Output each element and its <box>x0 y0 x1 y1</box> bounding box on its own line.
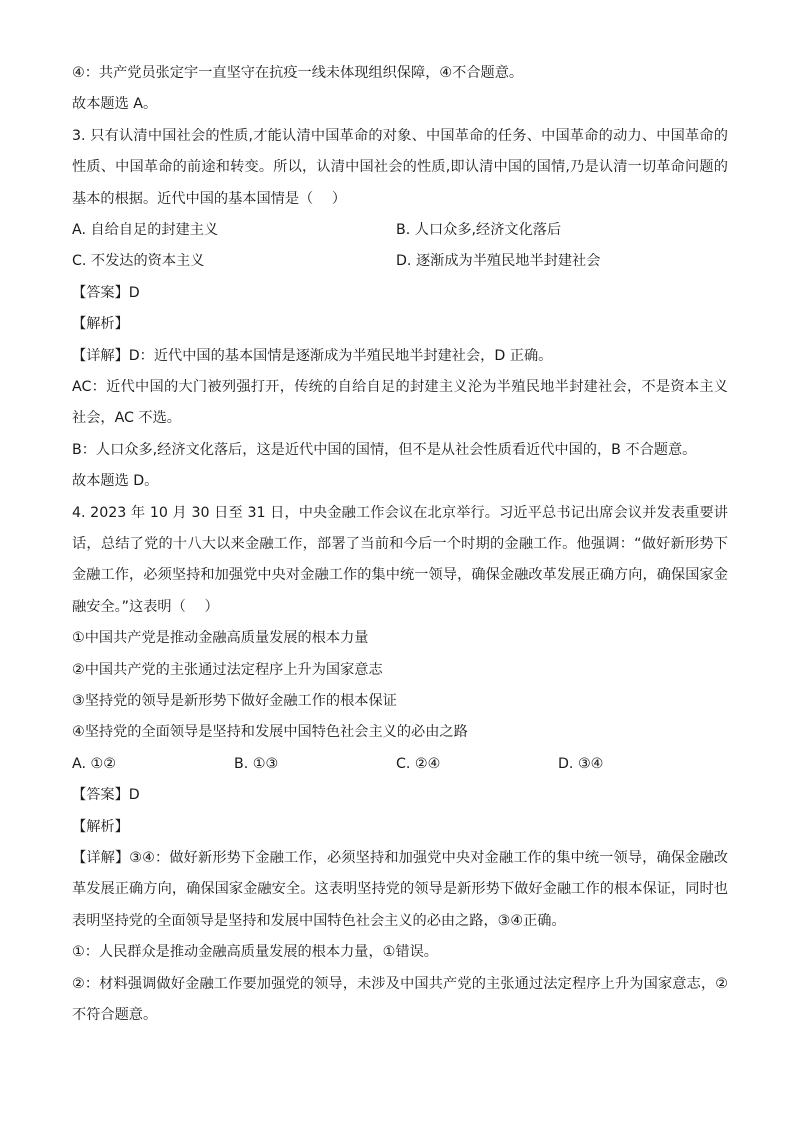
q3-options-row-1 <box>72 215 728 246</box>
q4-answer: 【答案】D <box>72 787 140 804</box>
q4-detail-3: ②：材料强调做好金融工作要加强党的领导，未涉及中国共产党的主张通过法定程序上升为国家意志，②不符合题意。 <box>72 975 728 1023</box>
document-page <box>72 58 728 1031</box>
q4-statement-1: ①中国共产党是推动金融高质量发展的根本力量 <box>72 630 369 647</box>
q3-options-row-2 <box>72 246 728 277</box>
prev-analysis-line: ④：共产党员张定宇一直坚守在抗疫一线未体现组织保障，④不合题意。 <box>72 65 524 81</box>
q3-answer: 【答案】D <box>72 284 140 301</box>
q3-option-b: B. 人口众多,经济文化落后 <box>396 222 562 238</box>
q3-option-a: A. 自给自足的封建主义 <box>72 222 219 238</box>
q4-statement-4: ④坚持党的全面领导是坚持和发展中国特色社会主义的必由之路 <box>72 724 468 741</box>
q4-options-row <box>72 749 728 780</box>
q3-detail-3: B：人口众多,经济文化落后，这是近代中国的国情，但不是从社会性质看近代中国的，B 不合题意。 <box>72 441 697 458</box>
q4-statement-3: ③坚持党的领导是新形势下做好金融工作的根本保证 <box>72 692 397 709</box>
q4-analysis-label: 【解析】 <box>72 818 129 835</box>
q4-statement-2: ②中国共产党的主张通过法定程序上升为国家意志 <box>72 661 383 678</box>
q3-detail-2: AC：近代中国的大门被列强打开，传统的自给自足的封建主义沦为半殖民地半封建社会，不是资本主义社会，AC 不选。 <box>72 378 728 427</box>
q3-option-d: D. 逐渐成为半殖民地半封建社会 <box>396 253 601 270</box>
q4-detail-1: 【详解】③④：做好新形势下金融工作，必须坚持和加强党中央对金融工作的集中统一领导，确保金融改革发展正确方向，确保国家金融安全。这表明坚持党的领导是新形势下做好金融工作的根本保证，同时也表明坚持党的全面领导是坚持和发展中国特色社会主义的必由之路，③④正确。 <box>72 849 728 929</box>
q4-option-b: B. ①③ <box>234 755 279 772</box>
q3-stem: 3. 只有认清中国社会的性质,才能认清中国革命的对象、中国革命的任务、中国革命的动力、中国革命的性质、中国革命的前途和转变。所以，认清中国社会的性质,即认清中国的国情,乃是认清一切革命问题的基本的根据。近代中国的基本国情是（ ） <box>72 127 728 207</box>
q4-detail-2: ①：人民群众是推动金融高质量发展的根本力量，①错误。 <box>72 944 438 961</box>
q4-option-a: A. ①② <box>72 755 116 772</box>
q4-option-c: C. ②④ <box>396 755 441 772</box>
q4-stem: 4. 2023 年 10 月 30 日至 31 日，中央金融工作会议在北京举行。习近平总书记出席会议并发表重要讲话，总结了党的十八大以来金融工作，部署了当前和今后一个时期的金融工作。他强调：“做好新形势下金融工作，必须坚持和加强党中央对金融工作的集中统一领导，确保金融改革发展正确方向，确保国家金融安全。”这表明（ ） <box>72 504 728 615</box>
q3-conclusion: 故本题选 D。 <box>72 473 159 490</box>
prev-conclusion: 故本题选 A。 <box>72 96 158 113</box>
q3-detail-1: 【详解】D：近代中国的基本国情是逐渐成为半殖民地半封建社会，D 正确。 <box>72 347 553 364</box>
q4-option-d: D. ③④ <box>558 755 604 772</box>
q3-analysis-label: 【解析】 <box>72 316 129 333</box>
q3-option-c: C. 不发达的资本主义 <box>72 253 205 270</box>
